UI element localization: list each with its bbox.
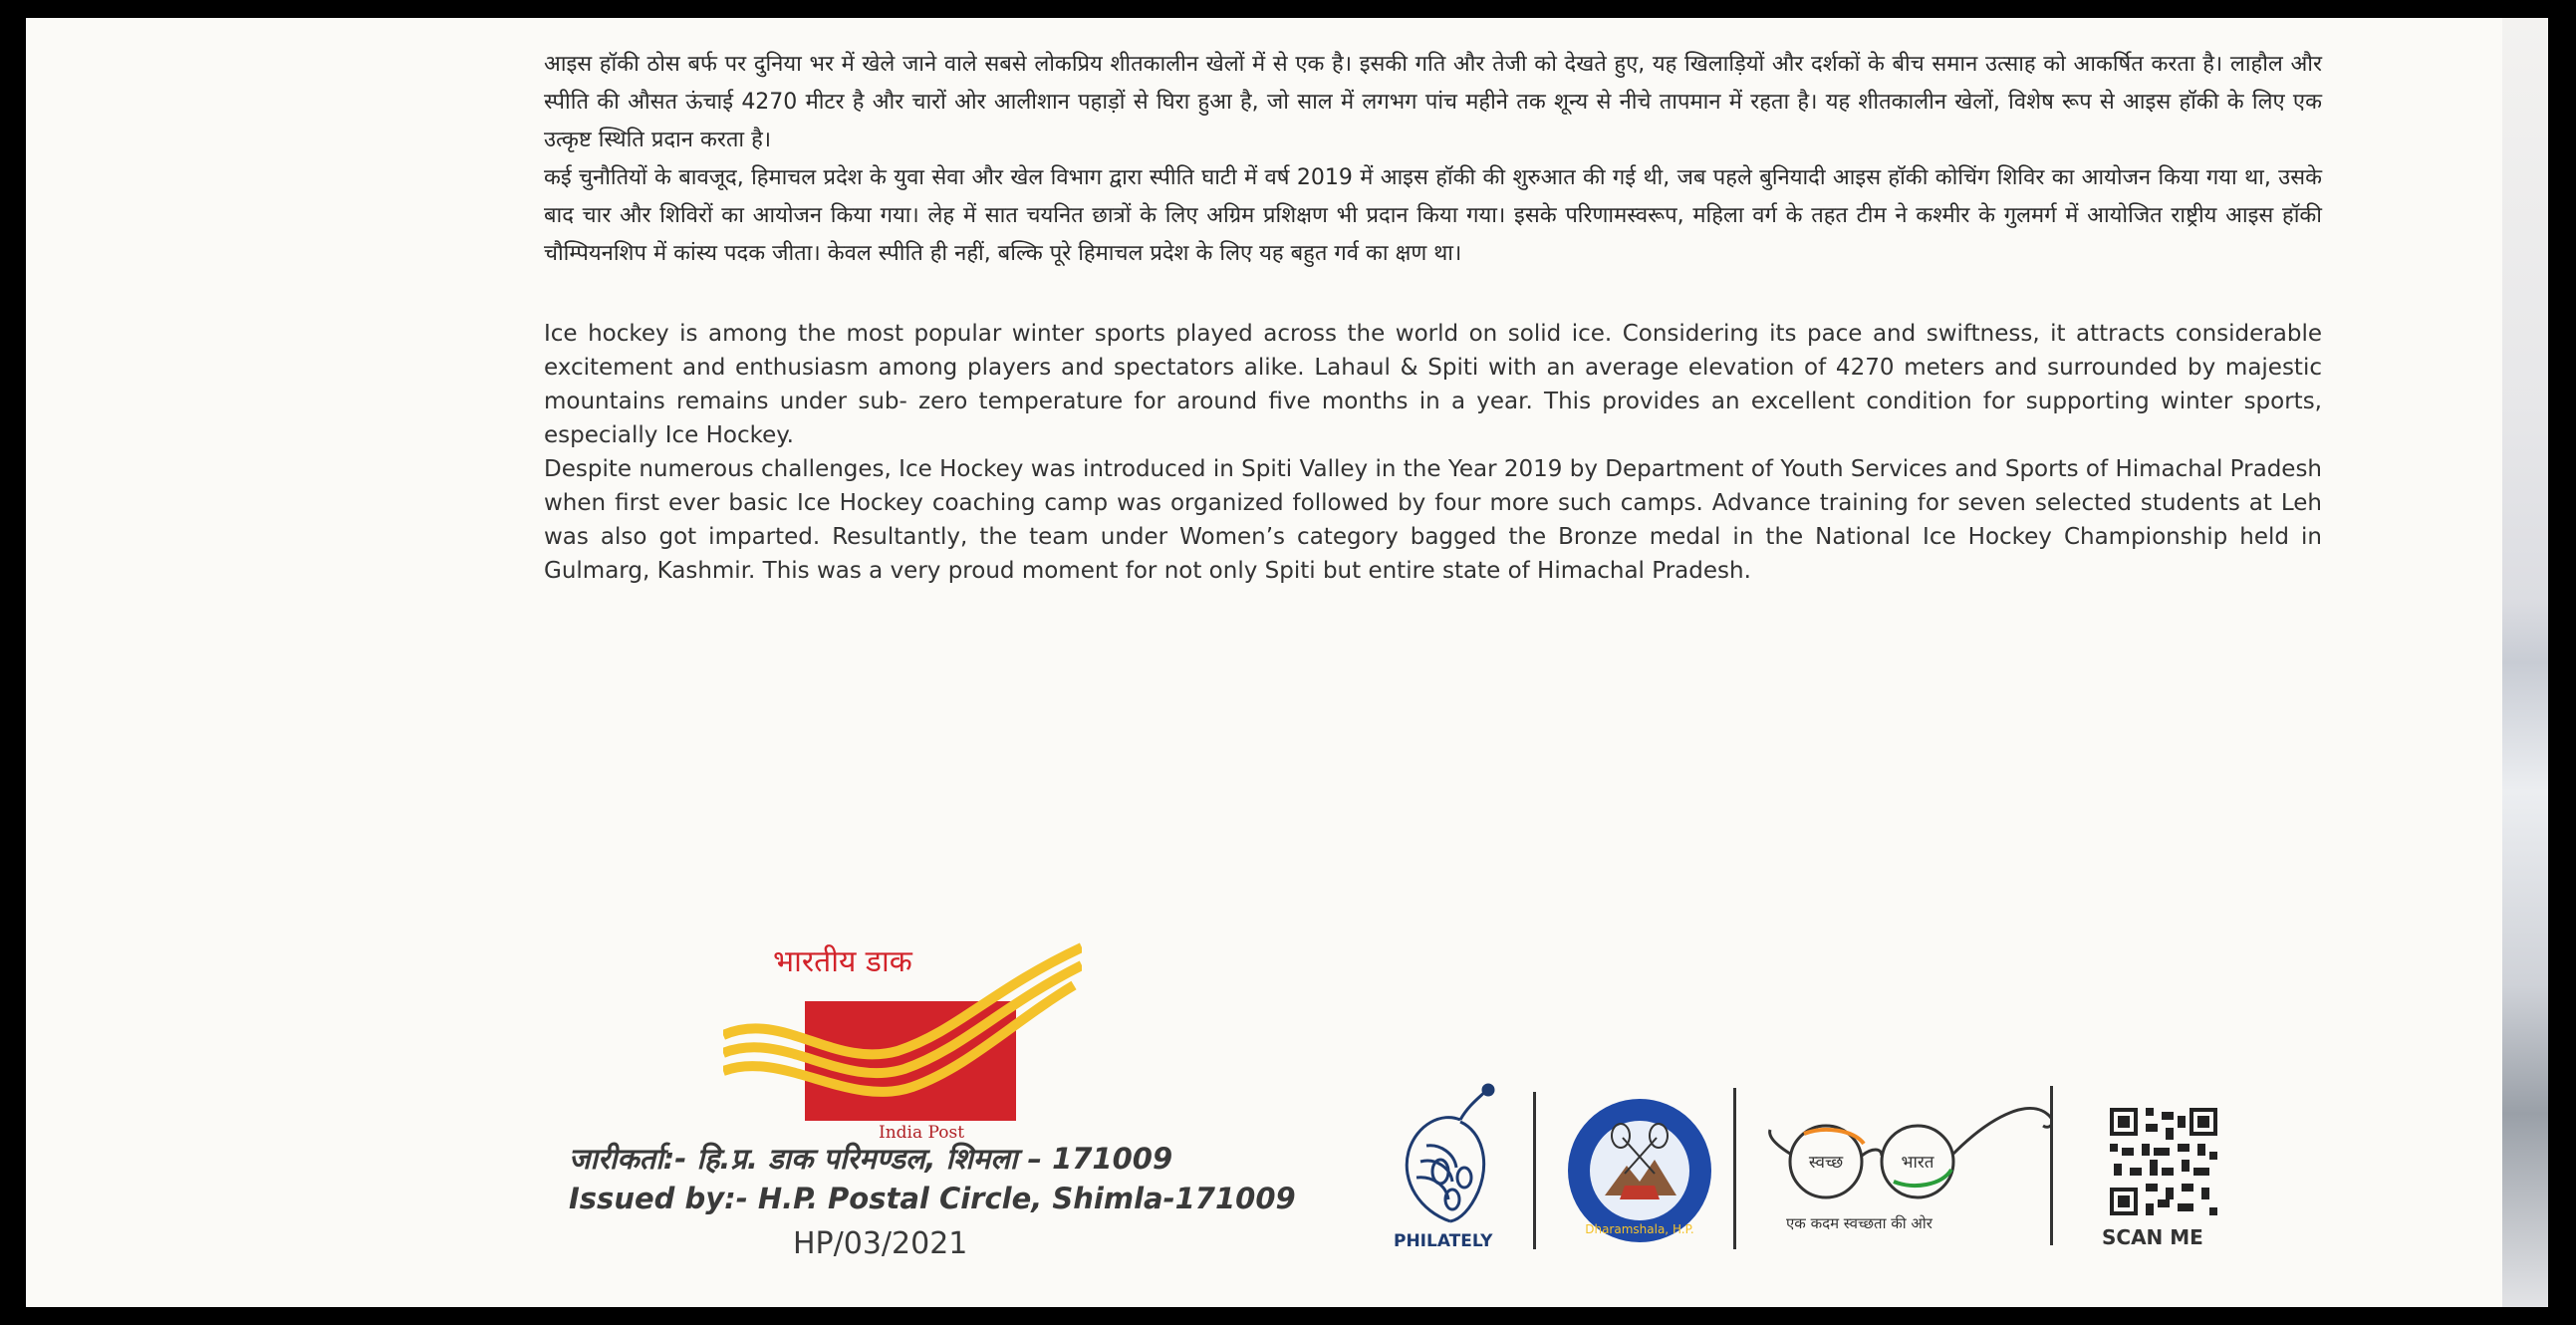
issue-code: HP/03/2021 bbox=[793, 1226, 968, 1261]
hindi-paragraph-2: कई चुनौतियों के बावजूद, हिमाचल प्रदेश के युवा सेवा और खेल विभाग द्वारा स्पीति घाटी में वर्ष 2019 में आइस हॉकी की शुरुआत की गई थी, जब पहले बुनियादी आइस हॉकी कोचिंग शिविर का आयोजन किया गया था, उसके बाद चार और शिविरों का आयोजन किया गया। लेह में सात चयनित छात्रों के लिए अग्रिम प्रशिक्षण भी प्रदान किया गया। इसके परिणामस्वरूप, महिला वर्ग के तहत टीम ने कश्मीर के गुलमर्ग में आयोजित राष्ट्रीय आइस हॉकी चौम्पियनशिप में कांस्य पदक जीता। केवल स्पीति ही नहीं, बल्कि पूरे हिमाचल प्रदेश के लिए यह बहुत गर्व का क्षण था। bbox=[544, 165, 2322, 266]
qr-code-block[interactable] bbox=[2096, 1084, 2235, 1253]
peacock-icon bbox=[1391, 1082, 1520, 1226]
hindi-paragraph-1: आइस हॉकी ठोस बर्फ पर दुनिया भर में खेले जाने वाले सबसे लोकप्रिय शीतकालीन खेलों में से एक है। इसकी गति और तेजी को देखते हुए, यह खिलाड़ियों और दर्शकों के बीच समान उत्साह को आकर्षित करता है। लाहौल और स्पीति की औसत ऊंचाई 4270 मीटर है और चारों ओर आलीशान पहाड़ों से घिरा हुआ है, जो साल में लगभग पांच महीने तक शून्य से नीचे तापमान में रहता है। यह शीतकालीन खेलों, विशेष रूप से आइस हॉकी के लिए एक उत्कृष्ट स्थिति प्रदान करता है। bbox=[544, 52, 2322, 152]
swachh-right-text: भारत bbox=[1901, 1153, 1934, 1173]
philately-logo bbox=[1391, 1082, 1520, 1261]
english-paragraph-1: Ice hockey is among the most popular winter sports played across the world on solid ice. Considering its pace and swiftness, it attracts considerable excitement and enthusiasm among players and spectators alike. Lahaul & Spiti with an average elevation of 4270 meters and surrounded by majestic mountains remains under sub- zero temperature for around five months in a year. This provides an excellent condition for supporting winter sports, especially Ice Hockey. bbox=[544, 321, 2322, 448]
envelope-back bbox=[26, 18, 2548, 1307]
divider bbox=[2050, 1086, 2053, 1245]
india-post-emblem-icon bbox=[723, 939, 1082, 1139]
qr-code-icon[interactable] bbox=[2110, 1108, 2217, 1215]
divider bbox=[1733, 1088, 1736, 1249]
issuer-english: Issued by:- H.P. Postal Circle, Shimla-171009 bbox=[569, 1182, 1296, 1215]
india-post-logo bbox=[723, 939, 1082, 1159]
english-paragraph-2: Despite numerous challenges, Ice Hockey was introduced in Spiti Valley in the Year 2019 by Department of Youth Services and Sports of Himachal Pradesh when first ever basic Ice Hockey coaching camp was organized followed by four more such camps. Advance training for seven selected students at Leh was also got imparted. Resultantly, the team under Women’s category bagged the Bronze medal in the National Ice Hockey Championship held in Gulmarg, Kashmir. This was a very proud moment for not only Spiti but entire state of Himachal Pradesh. bbox=[544, 456, 2322, 584]
seal-bottom-text: Dharamshala, H.P. bbox=[1585, 1222, 1694, 1236]
hindi-description bbox=[544, 46, 2322, 273]
swachh-left-text: स्वच्छ bbox=[1808, 1153, 1844, 1173]
tournament-seal bbox=[1565, 1096, 1714, 1245]
scan-me-label: SCAN ME bbox=[2102, 1225, 2203, 1249]
issuer-hindi: जारीकर्ता:- हि.प्र. डाक परिमण्डल, शिमला – 171009 bbox=[569, 1142, 1173, 1176]
philately-label: PHILATELY bbox=[1394, 1231, 1493, 1251]
divider bbox=[1533, 1092, 1536, 1249]
gandhi-glasses-icon bbox=[1764, 1094, 2053, 1213]
mountain-photo-edge bbox=[2502, 18, 2548, 1307]
badminton-seal-icon bbox=[1565, 1096, 1714, 1245]
swachh-bharat-logo bbox=[1764, 1094, 2053, 1233]
swachh-tagline: एक कदम स्वच्छता की ओर bbox=[1786, 1214, 1932, 1232]
english-description bbox=[544, 317, 2322, 588]
india-post-hindi-name: भारतीय डाक bbox=[773, 944, 912, 979]
india-post-english-name: India Post bbox=[879, 1123, 965, 1143]
